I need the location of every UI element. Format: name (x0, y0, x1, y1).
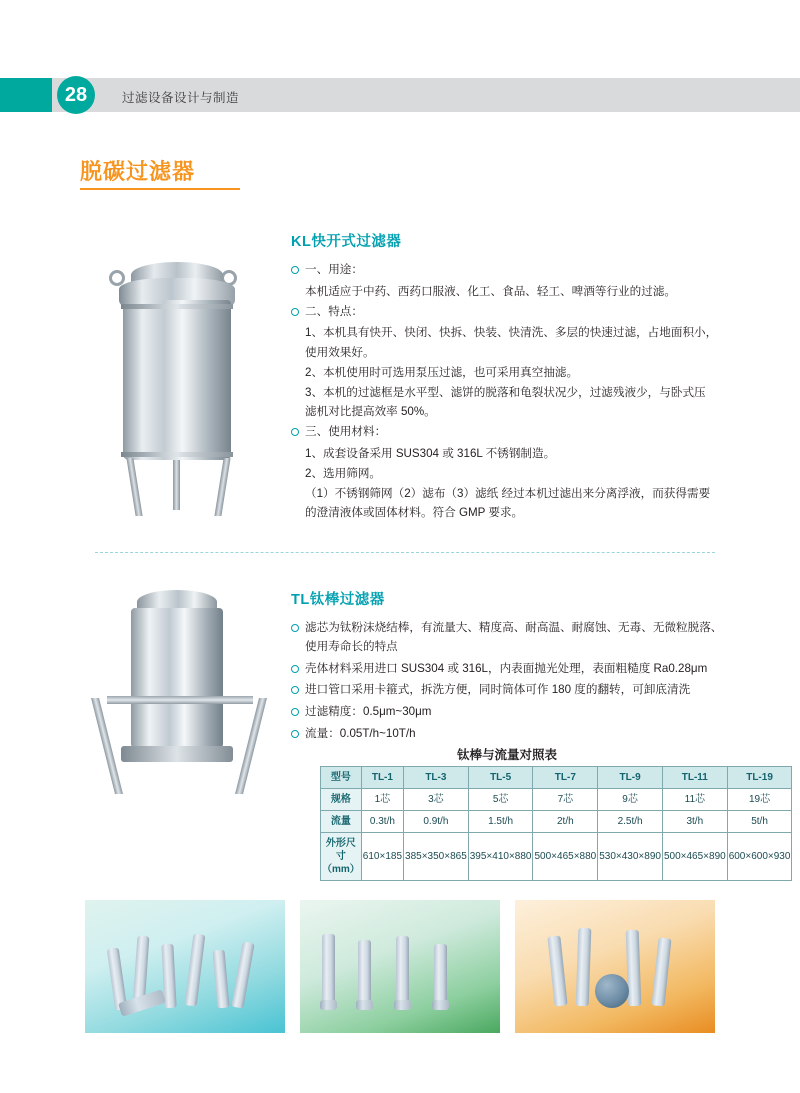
kl-filter-heading: KL快开式过滤器 (291, 234, 402, 250)
kl-bullet-usage-label: 一、用途： (305, 263, 363, 276)
vessel-body (123, 300, 231, 460)
table-cell: 11芯 (662, 789, 727, 811)
filter-rod (396, 936, 409, 1008)
kl-materials-line-4: 的澄清液体或固体材料。符合 GMP 要求。 (305, 506, 524, 520)
filter-rod (651, 938, 671, 1007)
vessel-flange-top (121, 304, 233, 309)
table-cell: 1芯 (361, 789, 403, 811)
tl-bullet-5 (291, 725, 723, 744)
table-header-tl1: TL-1 (361, 767, 403, 789)
titanium-rod-photo-2 (300, 900, 500, 1033)
table-cell: 0.3t/h (361, 811, 403, 833)
tl-bullet-2-text: 壳体材料采用进口 SUS304 或 316L，内表面抛光处理，表面粗糙度 Ra0.28μm (305, 661, 708, 675)
running-title: 过滤设备设计与制造 (122, 91, 240, 105)
kl-usage-line-1: 本机适应于中药、西药口服液、化工、食品、轻工、啤酒等行业的过滤。 (305, 284, 677, 298)
kl-bullet-features-label: 二、特点： (305, 304, 363, 318)
header-accent-block (0, 78, 52, 112)
kl-materials-line-1: 1、成套设备采用 SUS304 或 316L 不锈钢制造。 (305, 447, 556, 461)
table-cell: 19芯 (727, 789, 792, 811)
kl-filter-product-image (95, 238, 270, 528)
titanium-rod-photo-1 (85, 900, 285, 1033)
vessel-leg-2 (214, 458, 230, 516)
kl-features-line-5: 滤机对比提高效率 50%。 (305, 405, 436, 419)
page-title: 脱碳过滤器 (80, 159, 196, 184)
vessel-flange-bottom (121, 452, 233, 457)
spec-table (320, 766, 792, 881)
filter-rod (231, 941, 254, 1008)
table-header-tl3: TL-3 (404, 767, 469, 789)
table-cell: 2t/h (533, 811, 598, 833)
tl-bullet-2 (291, 660, 723, 679)
tl-bullet-1-text: 滤芯为钛粉沫烧结棒，有流量大、精度高、耐高温、耐腐蚀、无毒、无微粒脱落、使用寿命长的特点 (305, 621, 723, 653)
filter-rod-cap (356, 1000, 373, 1010)
table-row (321, 833, 792, 881)
kl-bullet-features (291, 303, 721, 322)
spec-table-title: 钛棒与流量对照表 (456, 748, 557, 762)
table-cell: 395×410×880 (468, 833, 533, 881)
vessel-leg-1 (126, 458, 142, 516)
table-header-model: 型号 (321, 767, 362, 789)
filter-rod (434, 944, 447, 1008)
page-title-underline (80, 188, 240, 190)
tl-frame-leg-right (235, 698, 267, 794)
tl-bullet-3-text: 进口管口采用卡箍式，拆洗方便，同时筒体可作 180 度的翻转，可卸底清洗 (305, 683, 691, 697)
table-cell: 500×465×890 (662, 833, 727, 881)
table-cell: 2.5t/h (598, 811, 663, 833)
table-cell: 530×430×890 (598, 833, 663, 881)
table-row (321, 789, 792, 811)
tl-bullet-1 (291, 619, 723, 657)
table-cell: 385×350×865 (404, 833, 469, 881)
vessel-leg-3 (173, 460, 180, 510)
table-row (321, 811, 792, 833)
filter-rod (358, 940, 371, 1008)
bullet-circle-icon (291, 266, 299, 274)
filter-rod-cap (320, 1000, 337, 1010)
filter-rod (547, 936, 567, 1007)
header-band (0, 78, 800, 112)
table-header-tl5: TL-5 (468, 767, 533, 789)
kl-filter-section (291, 230, 721, 524)
bullet-circle-icon (291, 308, 299, 316)
table-cell: 610×185 (361, 833, 403, 881)
page-number-badge: 28 (57, 76, 95, 114)
tl-frame-base (121, 746, 233, 762)
table-row-label-spec: 规格 (321, 789, 362, 811)
kl-materials-line-3: （1）不锈钢筛网（2）滤布（3）滤纸 经过本机过滤出来分离浮液，而获得需要 (305, 486, 711, 500)
table-header-tl19: TL-19 (727, 767, 792, 789)
table-cell: 3t/h (662, 811, 727, 833)
sintered-sphere (595, 974, 629, 1008)
bullet-circle-icon (291, 428, 299, 436)
kl-features-line-3: 2、本机使用时可选用泵压过滤，也可采用真空抽滤。 (305, 365, 579, 379)
bullet-circle-icon (291, 708, 299, 716)
tl-vessel-body (131, 608, 223, 748)
table-cell: 5芯 (468, 789, 533, 811)
filter-rod-cap (432, 1000, 449, 1010)
tl-filter-section (291, 588, 723, 747)
kl-features-line-1: 1、本机具有快开、快闭、快拆、快装、快清洗、多层的快速过滤，占地面积小， (305, 326, 718, 340)
filter-rod-cap (394, 1000, 411, 1010)
table-header-tl7: TL-7 (533, 767, 598, 789)
tl-bullet-4-text: 过滤精度：0.5μm~30μm (305, 705, 432, 719)
bullet-circle-icon (291, 730, 299, 738)
table-cell: 1.5t/h (468, 811, 533, 833)
table-cell: 5t/h (727, 811, 792, 833)
bullet-circle-icon (291, 686, 299, 694)
bullet-circle-icon (291, 624, 299, 632)
kl-bullet-materials (291, 423, 721, 442)
product-photo-strip (85, 900, 715, 1033)
table-cell: 3芯 (404, 789, 469, 811)
kl-bullet-usage (291, 261, 721, 280)
tl-filter-product-image (85, 578, 280, 878)
section-divider (95, 552, 715, 553)
tl-frame-crossbar (107, 696, 253, 704)
table-cell: 0.9t/h (404, 811, 469, 833)
table-header-tl9: TL-9 (598, 767, 663, 789)
table-cell: 7芯 (533, 789, 598, 811)
tl-bullet-5-text: 流量：0.05T/h~10T/h (305, 726, 416, 740)
titanium-rod-photo-3 (515, 900, 715, 1033)
table-header-row (321, 767, 792, 789)
table-row-label-dimensions: 外形尺寸（mm） (321, 833, 362, 881)
kl-features-line-4: 3、本机的过滤框是水平型、滤饼的脱落和龟裂状况少，过滤残液少，与卧式压 (305, 385, 706, 399)
filter-rod (185, 934, 206, 1007)
tl-bullet-3 (291, 681, 723, 700)
kl-bullet-materials-label: 三、使用材料： (305, 425, 387, 439)
kl-features-line-2: 使用效果好。 (305, 346, 375, 360)
table-cell: 9芯 (598, 789, 663, 811)
table-row-label-flow: 流量 (321, 811, 362, 833)
tl-filter-heading: TL钛棒过滤器 (291, 592, 385, 608)
filter-rod (212, 950, 229, 1009)
table-header-tl11: TL-11 (662, 767, 727, 789)
tl-frame-leg-left (91, 698, 123, 794)
tl-bullet-4 (291, 703, 723, 722)
bullet-circle-icon (291, 665, 299, 673)
table-cell: 600×600×930 (727, 833, 792, 881)
table-cell: 500×465×880 (533, 833, 598, 881)
kl-materials-line-2: 2、选用筛网。 (305, 466, 382, 480)
filter-rod (322, 934, 335, 1008)
filter-rod (576, 928, 592, 1006)
